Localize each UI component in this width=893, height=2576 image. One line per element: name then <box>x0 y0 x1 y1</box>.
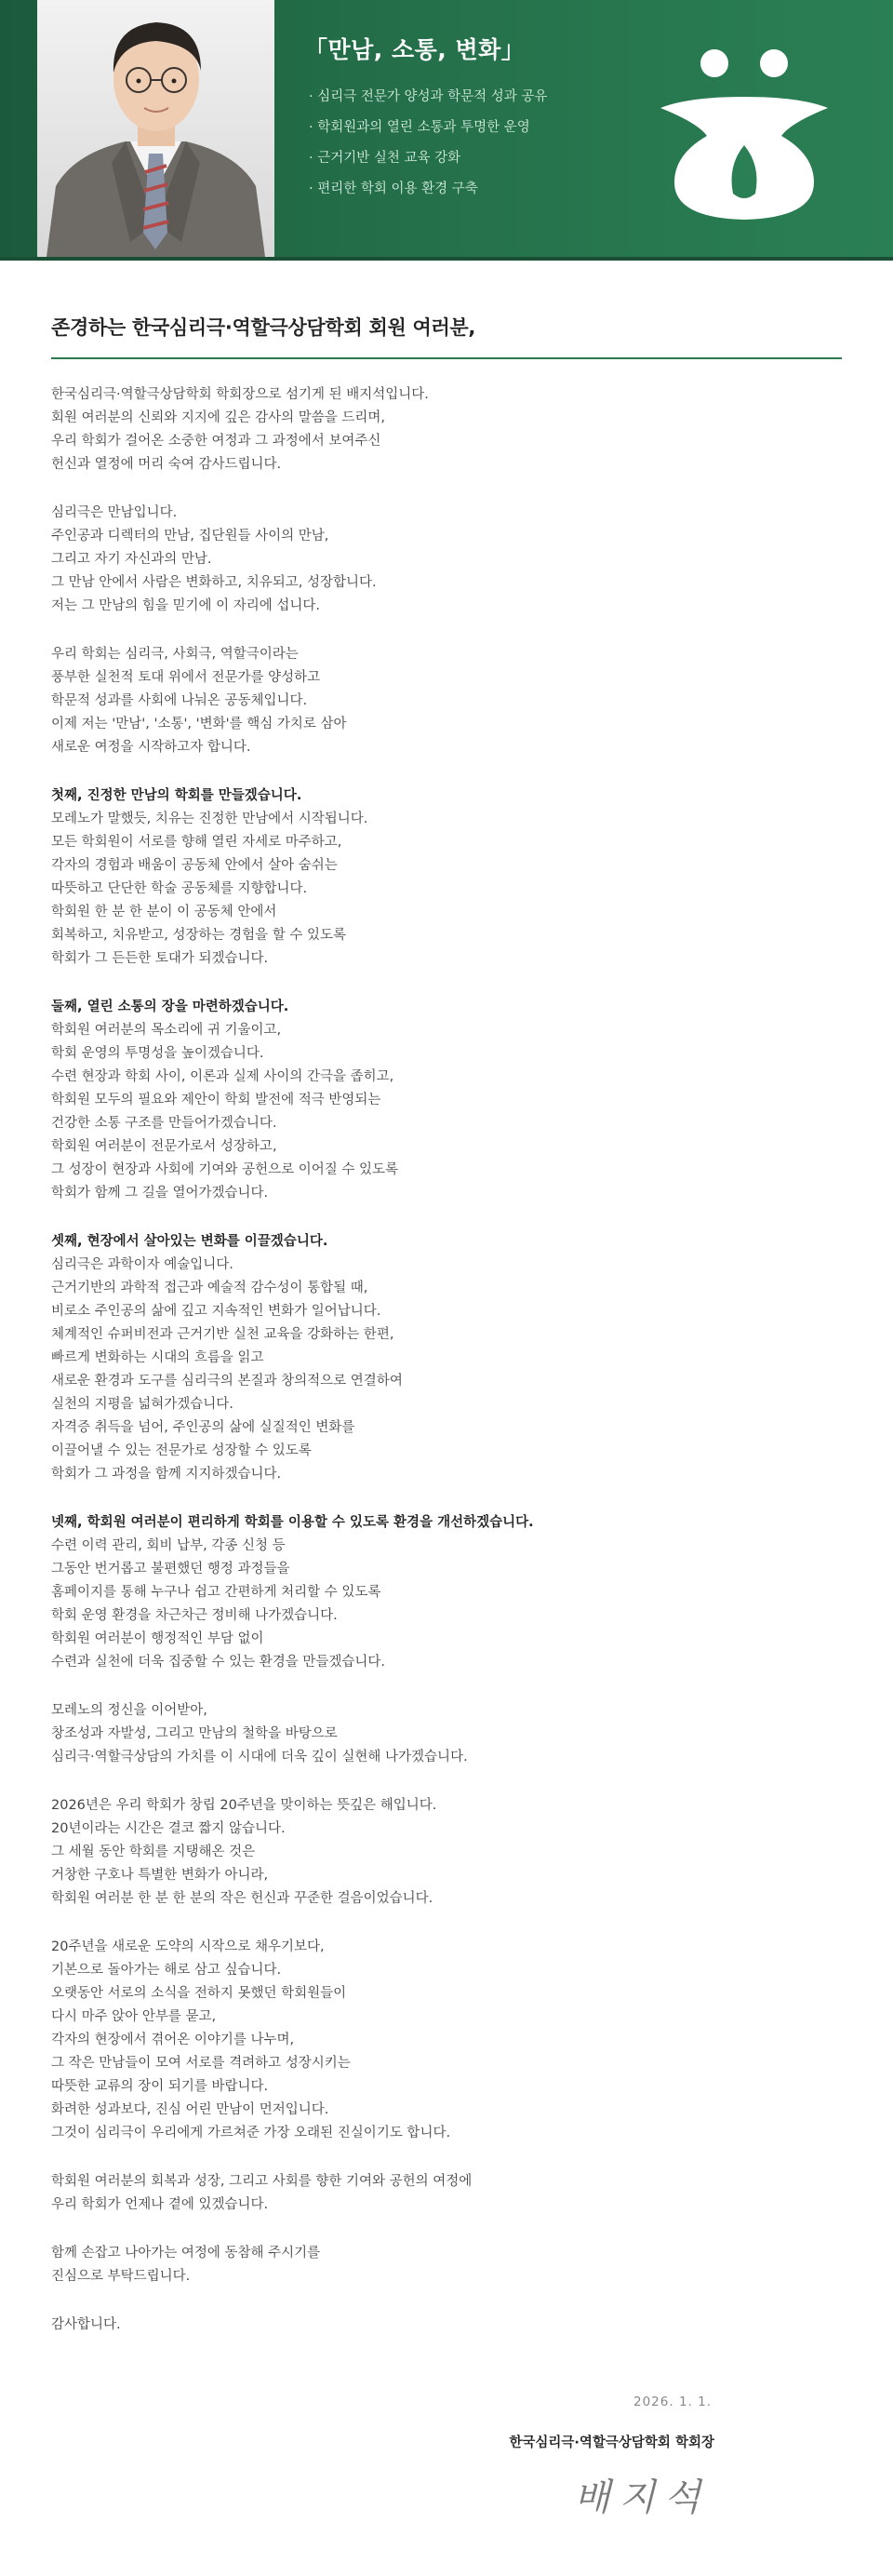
paragraph-line: 감사합니다. <box>51 2317 121 2332</box>
paragraph-line: 회복하고, 치유받고, 성장하는 경험을 할 수 있도록 <box>51 928 347 943</box>
paragraph-line: 화려한 성과보다, 진심 어린 만남이 먼저입니다. <box>51 2102 329 2117</box>
paragraph-line: 20년이라는 시간은 결코 짧지 않습니다. <box>51 1821 286 1836</box>
letter-paragraph <box>51 1699 842 1769</box>
paragraph-line: 창조성과 자발성, 그리고 만남의 철학을 바탕으로 <box>51 1726 338 1741</box>
paragraph-line: 오랫동안 서로의 소식을 전하지 못했던 학회원들이 <box>51 1986 347 2001</box>
paragraph-line: 수련 현장과 학회 사이, 이론과 실제 사이의 간극을 좁히고, <box>51 1069 394 1084</box>
paragraph-line: 새로운 환경과 도구를 심리극의 본질과 창의적으로 연결하여 <box>51 1374 403 1389</box>
letter-paragraph <box>51 502 842 618</box>
paragraph-line: 학회원 여러분이 전문가로서 성장하고, <box>51 1139 277 1154</box>
paragraph-line: 학회가 그 든든한 토대가 되겠습니다. <box>51 951 269 966</box>
paragraph-line: 우리 학회가 언제나 곁에 있겠습니다. <box>51 2197 269 2212</box>
paragraph-line: 자격증 취득을 넘어, 주인공의 삶에 실질적인 변화를 <box>51 1420 355 1435</box>
paragraph-line: 그 세월 동안 학회를 지탱해온 것은 <box>51 1845 256 1859</box>
paragraph-line: 건강한 소통 구조를 만들어가겠습니다. <box>51 1116 277 1131</box>
paragraph-line: 수련과 실천에 더욱 집중할 수 있는 환경을 만들겠습니다. <box>51 1655 386 1670</box>
letter-paragraphs <box>51 383 842 2337</box>
paragraph-line: 심리극은 과학이자 예술입니다. <box>51 1257 233 1272</box>
paragraph-line: 그 만남 안에서 사람은 변화하고, 치유되고, 성장합니다. <box>51 575 377 590</box>
paragraph-line: 각자의 현장에서 겪어온 이야기를 나누며, <box>51 2033 295 2047</box>
paragraph-line: 각자의 경험과 배움이 공동체 안에서 살아 숨쉬는 <box>51 858 338 873</box>
society-logo-icon <box>651 43 837 229</box>
paragraph-line: 회원 여러분의 신뢰와 지지에 깊은 감사의 말씀을 드리며, <box>51 410 386 425</box>
paragraph-line: 학회원 여러분이 행정적인 부담 없이 <box>51 1631 264 1646</box>
banner-divider <box>0 257 893 261</box>
paragraph-line: 수련 이력 관리, 회비 납부, 각종 신청 등 <box>51 1538 286 1553</box>
motto-item: · 학회원과의 열린 소통과 투명한 운영 <box>309 113 547 143</box>
paragraph-line: 그것이 심리극이 우리에게 가르쳐준 가장 오래된 진실이기도 합니다. <box>51 2126 451 2140</box>
paragraph-line: 체계적인 슈퍼비전과 근거기반 실천 교육을 강화하는 한편, <box>51 1327 394 1342</box>
paragraph-line: 모레노의 정신을 이어받아, <box>51 1703 207 1718</box>
paragraph-line: 심리극은 만남입니다. <box>51 505 178 520</box>
letter-paragraph <box>51 643 842 759</box>
paragraph-line: 이끌어낼 수 있는 전문가로 성장할 수 있도록 <box>51 1443 312 1458</box>
paragraph-line: 학회원 한 분 한 분이 이 공동체 안에서 <box>51 905 277 919</box>
letter-paragraph <box>51 996 842 1205</box>
paragraph-line: 이제 저는 '만남', '소통', '변화'를 핵심 가치로 삼아 <box>51 717 347 731</box>
paragraph-line: 기본으로 돌아가는 해로 삼고 싶습니다. <box>51 1963 282 1978</box>
letter-body <box>0 261 893 2576</box>
paragraph-line: 근거기반의 과학적 접근과 예술적 감수성이 통합될 때, <box>51 1281 368 1295</box>
paragraph-heading: 첫째, 진정한 만남의 학회를 만들겠습니다. <box>51 788 302 803</box>
letter-paragraph <box>51 2242 842 2288</box>
letter-signoff <box>51 2362 842 2576</box>
motto-item: · 근거기반 실천 교육 강화 <box>309 143 547 174</box>
motto-list <box>309 82 547 205</box>
paragraph-line: 거창한 구호나 특별한 변화가 아니라, <box>51 1868 269 1883</box>
paragraph-line: 따뜻하고 단단한 학술 공동체를 지향합니다. <box>51 881 308 896</box>
motto-title: 「만남, 소통, 변화」 <box>304 36 526 63</box>
paragraph-line: 그 성장이 현장과 사회에 기여와 공헌으로 이어질 수 있도록 <box>51 1162 399 1177</box>
paragraph-line: 새로운 여정을 시작하고자 합니다. <box>51 740 251 755</box>
paragraph-line: 홈페이지를 통해 누구나 쉽고 간편하게 처리할 수 있도록 <box>51 1585 381 1600</box>
paragraph-line: 학회원 여러분의 회복과 성장, 그리고 사회를 향한 기여와 공헌의 여정에 <box>51 2174 473 2189</box>
paragraph-line: 학회원 여러분 한 분 한 분의 작은 헌신과 꾸준한 걸음이었습니다. <box>51 1891 433 1906</box>
president-title: 한국심리극·역할극상담학회 학회장 <box>509 2435 714 2450</box>
paragraph-line: 저는 그 만남의 힘을 믿기에 이 자리에 섭니다. <box>51 598 320 613</box>
paragraph-line: 학회가 함께 그 길을 열어가겠습니다. <box>51 1186 269 1201</box>
paragraph-line: 진심으로 부탁드립니다. <box>51 2269 191 2284</box>
paragraph-line: 그리고 자기 자신과의 만남. <box>51 552 212 567</box>
paragraph-line: 학회 운영 환경을 차근차근 정비해 나가겠습니다. <box>51 1608 338 1623</box>
paragraph-line: 따뜻한 교류의 장이 되기를 바랍니다. <box>51 2079 269 2094</box>
paragraph-line: 우리 학회는 심리극, 사회극, 역할극이라는 <box>51 647 299 662</box>
letter-greeting: 존경하는 한국심리극·역할극상담학회 회원 여러분, <box>51 316 476 339</box>
paragraph-line: 학문적 성과를 사회에 나눠온 공동체입니다. <box>51 693 308 708</box>
paragraph-line: 학회원 모두의 필요와 제안이 학회 발전에 적극 반영되는 <box>51 1093 381 1107</box>
letter-paragraph <box>51 383 842 476</box>
paragraph-line: 2026년은 우리 학회가 창립 20주년을 맞이하는 뜻깊은 해입니다. <box>51 1798 437 1813</box>
letter-date: 2026. 1. 1. <box>633 2395 712 2409</box>
letter-paragraph <box>51 1936 842 2145</box>
paragraph-heading: 넷째, 학회원 여러분이 편리하게 학회를 이용할 수 있도록 환경을 개선하겠습니다. <box>51 1515 534 1530</box>
greeting-underline <box>51 357 842 359</box>
paragraph-line: 그동안 번거롭고 불편했던 행정 과정들을 <box>51 1562 290 1576</box>
paragraph-line: 학회 운영의 투명성을 높이겠습니다. <box>51 1046 264 1061</box>
paragraph-line: 비로소 주인공의 삶에 깊고 지속적인 변화가 일어납니다. <box>51 1304 381 1319</box>
paragraph-line: 20주년을 새로운 도약의 시작으로 채우기보다, <box>51 1939 325 1954</box>
letter-paragraph <box>51 1511 842 1674</box>
paragraph-line: 함께 손잡고 나아가는 여정에 동참해 주시기를 <box>51 2246 321 2261</box>
letter-paragraph <box>51 2170 842 2217</box>
letter-paragraph <box>51 1230 842 1486</box>
paragraph-line: 모레노가 말했듯, 치유는 진정한 만남에서 시작됩니다. <box>51 812 368 826</box>
paragraph-line: 학회가 그 과정을 함께 지지하겠습니다. <box>51 1467 282 1482</box>
president-portrait-photo <box>37 0 274 257</box>
paragraph-line: 모든 학회원이 서로를 향해 열린 자세로 마주하고, <box>51 835 342 850</box>
header-banner <box>0 0 893 261</box>
paragraph-line: 빠르게 변화하는 시대의 흐름을 읽고 <box>51 1350 264 1365</box>
motto-item: · 편리한 학회 이용 환경 구축 <box>309 174 547 205</box>
paragraph-line: 그 작은 만남들이 모여 서로를 격려하고 성장시키는 <box>51 2056 351 2071</box>
paragraph-line: 다시 마주 앉아 안부를 묻고, <box>51 2009 217 2024</box>
paragraph-line: 심리극·역할극상담의 가치를 이 시대에 더욱 깊이 실현해 나가겠습니다. <box>51 1750 468 1764</box>
president-signature: 배지석 <box>574 2476 710 2519</box>
paragraph-line: 헌신과 열정에 머리 숙여 감사드립니다. <box>51 457 282 472</box>
paragraph-heading: 셋째, 현장에서 살아있는 변화를 이끌겠습니다. <box>51 1234 328 1249</box>
paragraph-line: 우리 학회가 걸어온 소중한 여정과 그 과정에서 보여주신 <box>51 434 381 449</box>
paragraph-line: 주인공과 디렉터의 만남, 집단원들 사이의 만남, <box>51 529 329 543</box>
letter-paragraph <box>51 785 842 971</box>
motto-item: · 심리극 전문가 양성과 학문적 성과 공유 <box>309 82 547 113</box>
letter-paragraph <box>51 2314 842 2337</box>
paragraph-line: 학회원 여러분의 목소리에 귀 기울이고, <box>51 1023 282 1038</box>
paragraph-line: 실천의 지평을 넓혀가겠습니다. <box>51 1397 233 1412</box>
paragraph-line: 한국심리극·역할극상담학회 학회장으로 섬기게 된 배지석입니다. <box>51 387 429 402</box>
paragraph-heading: 둘째, 열린 소통의 장을 마련하겠습니다. <box>51 1000 289 1014</box>
letter-paragraph <box>51 1794 842 1911</box>
paragraph-line: 풍부한 실천적 토대 위에서 전문가를 양성하고 <box>51 670 321 685</box>
